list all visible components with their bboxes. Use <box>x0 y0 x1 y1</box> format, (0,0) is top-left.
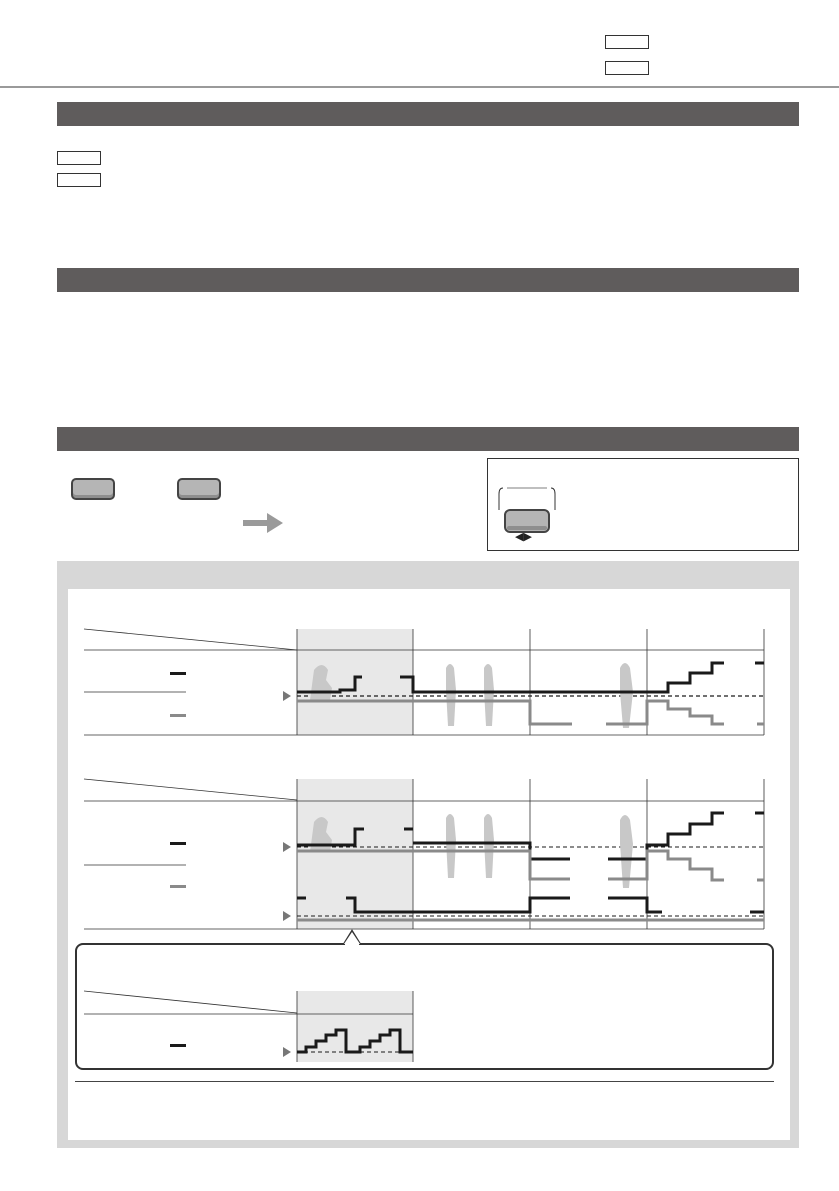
standing-person-icon <box>446 814 456 878</box>
chart2-legend-dark-dash <box>170 842 186 845</box>
left-right-arrows-icon: ◀▶ <box>515 531 532 543</box>
detail-callout-box <box>75 943 774 1070</box>
chart2-setpoint-marker-2 <box>283 911 291 921</box>
chart2-legend-gray-dash <box>170 885 186 888</box>
chart1-header-diagonal <box>84 629 297 650</box>
chart1-setpoint-marker <box>283 691 291 701</box>
chart2-header-diagonal <box>84 779 297 800</box>
footnote-divider <box>75 1081 774 1082</box>
standing-person-icon <box>446 664 456 726</box>
chart2-lower-dark-series-c <box>608 898 662 912</box>
timeline-chart-2 <box>84 779 764 929</box>
chart1-legend-gray-dash <box>170 714 186 717</box>
standing-person-icon <box>484 664 494 726</box>
walking-person-icon <box>620 663 633 728</box>
standing-person-icon <box>484 814 494 878</box>
walking-person-icon <box>620 815 633 888</box>
chart2-setpoint-marker-1 <box>283 842 291 852</box>
timeline-chart-1 <box>84 629 764 735</box>
chart1-legend-dark-dash <box>170 672 186 675</box>
